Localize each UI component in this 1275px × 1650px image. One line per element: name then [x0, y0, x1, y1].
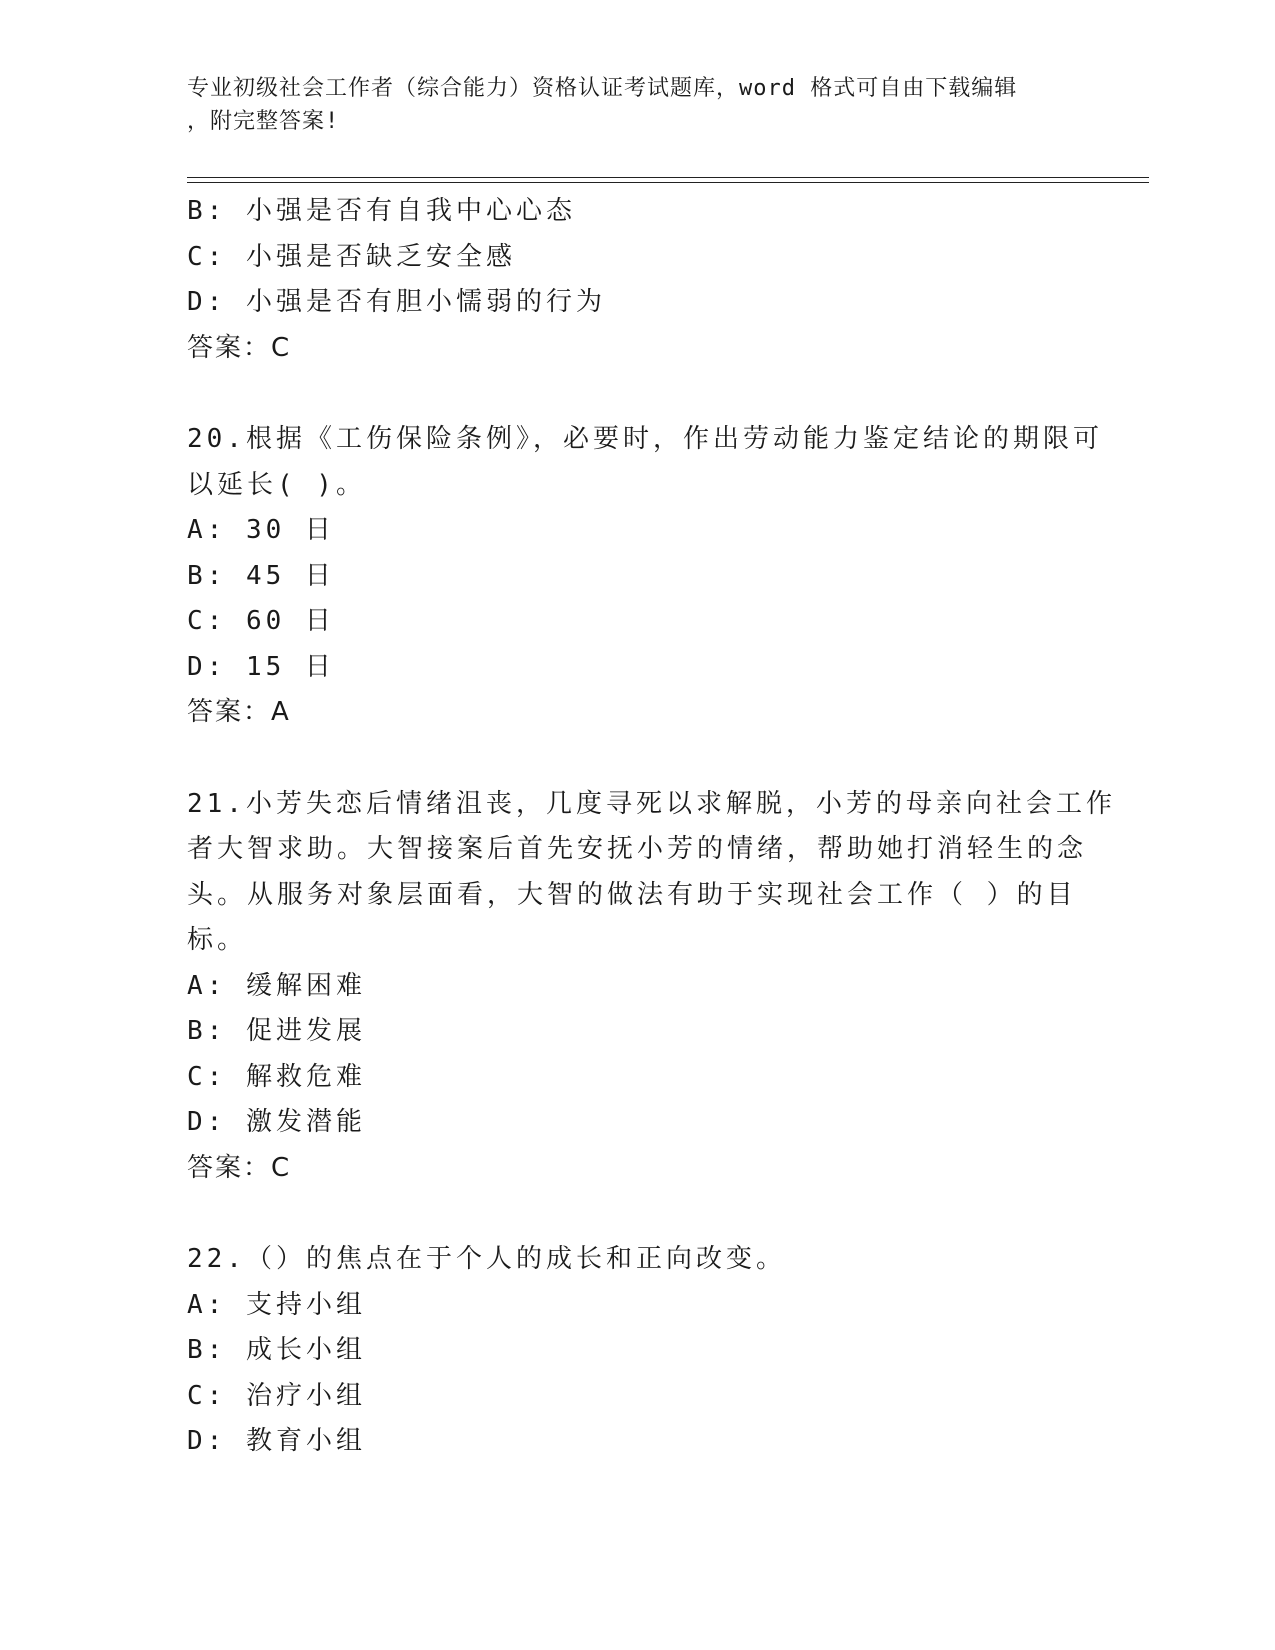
option-a: A: 支持小组 — [187, 1289, 366, 1320]
option-a: A: 30 日 — [187, 515, 335, 545]
option-d: D: 15 日 — [187, 651, 335, 682]
question-20 — [187, 417, 1103, 736]
question-21-answer: 答案：C — [187, 1152, 292, 1183]
option-d: D: 小强是否有胆小懦弱的行为 — [187, 287, 606, 317]
option-c: C: 解救危难 — [187, 1061, 366, 1092]
option-c: C: 小强是否缺乏安全感 — [187, 241, 516, 272]
option-b: B: 小强是否有自我中心心态 — [187, 196, 576, 226]
question-22-stem-line-1: 22.（）的焦点在于个人的成长和正向改变。 — [187, 1244, 786, 1274]
header-rule-bottom — [187, 182, 1149, 183]
option-b: B: 促进发展 — [187, 1016, 366, 1046]
spacer — [187, 371, 1087, 417]
question-content — [187, 189, 1116, 1465]
option-b: B: 成长小组 — [187, 1335, 366, 1365]
option-d: D: 激发潜能 — [187, 1107, 366, 1137]
question-21-stem-line-1: 21.小芳失恋后情绪沮丧，几度寻死以求解脱，小芳的母亲向社会工作 — [187, 788, 1116, 819]
question-19-answer: 答案：C — [187, 332, 292, 363]
question-21-stem-line-2: 者大智求助。大智接案后首先安抚小芳的情绪，帮助她打消轻生的念 — [187, 834, 1088, 864]
document-header — [187, 72, 1087, 138]
option-a: A: 缓解困难 — [187, 970, 366, 1001]
question-19-options — [187, 189, 1087, 326]
question-22 — [187, 1237, 1087, 1465]
question-20-stem-line-1: 20.根据《工伤保险条例》，必要时，作出劳动能力鉴定结论的期限可 — [187, 424, 1103, 454]
option-c: C: 60 日 — [187, 606, 335, 636]
question-20-answer: 答案：A — [187, 697, 291, 727]
spacer — [187, 736, 1087, 782]
header-rule-top — [187, 177, 1149, 178]
option-c: C: 治疗小组 — [187, 1380, 366, 1411]
header-title-line-2: ，附完整答案! — [187, 109, 340, 134]
option-b: B: 45 日 — [187, 560, 335, 591]
question-21 — [187, 782, 1116, 1192]
header-title-line-1: 专业初级社会工作者（综合能力）资格认证考试题库，word 格式可自由下载编辑 — [187, 76, 1018, 101]
option-d: D: 教育小组 — [187, 1426, 366, 1456]
spacer — [187, 1191, 1087, 1237]
question-21-stem-line-4: 标。 — [187, 925, 248, 955]
question-21-stem-line-3: 头。从服务对象层面看，大智的做法有助于实现社会工作（ ）的目 — [187, 879, 1077, 910]
question-20-stem-line-2: 以延长( )。 — [187, 469, 366, 500]
